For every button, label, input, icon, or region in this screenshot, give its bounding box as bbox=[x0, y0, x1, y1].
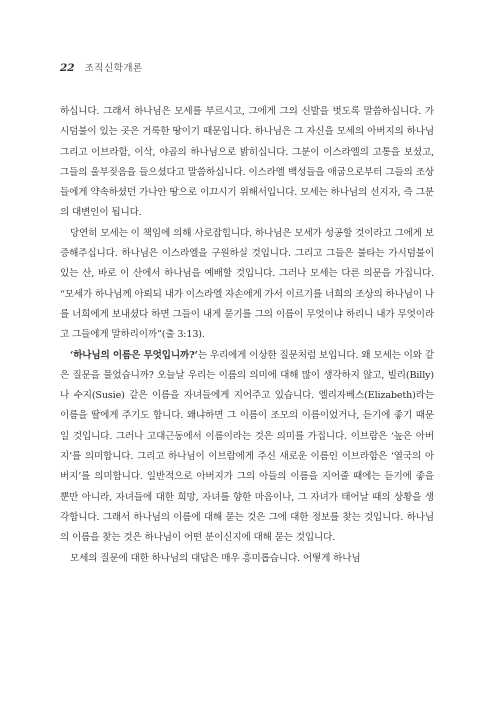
paragraph-2-text: 당연히 모세는 이 책임에 의해 사로잡힙니다. 하나님은 모세가 성공할 것이라고 그에게 보증해주십니다. 하나님은 이스라엘을 구원하실 것입니다. 그리고 그들은 불타는 가시덤불이 있는 산, 바로 이 산에서 하나님을 예배할 것입니다. 그러나 모세는 다른 의문을 가집니다. “모세가 하나님께 아뢰되 내가 이스라엘 자손에게 가서 이르기를 너희의 조상의 하나님이 나를 너희에게 보내셨다 하면 그들이 내게 묻기를 그의 이름이 무엇이냐 하리니 내가 무엇이라고 그들에게 말하리이까”(출 3:13). bbox=[60, 227, 434, 341]
page-number: 22 bbox=[60, 62, 75, 74]
book-page bbox=[60, 60, 434, 569]
paragraph-1-text: 하십니다. 그래서 하나님은 모세를 부르시고, 그에게 그의 신발을 벗도록 말씀하십니다. 가시덤불이 있는 곳은 거룩한 땅이기 때문입니다. 하나님은 그 자신을 모세의 아버지의 하나님 그리고 이브라함, 이삭, 야곱의 하나님으로 밝히십니다. 그분이 이스라엘의 고통을 보셨고, 그들의 울부짖음을 들으셨다고 말씀하십니다. 이스라엘 백성들을 애굽으로부터 그들의 조상들에게 약속하셨던 가나안 땅으로 이끄시기 위해서입니다. 모세는 하나님의 선지자, 즉 그분의 대변인이 됩니다. bbox=[60, 106, 434, 219]
running-head bbox=[60, 60, 434, 74]
paragraph-4-text: 모세의 질문에 대한 하나님의 대답은 매우 흥미롭습니다. 어떻게 하나님 bbox=[70, 552, 361, 564]
paragraph-4 bbox=[60, 549, 434, 569]
paragraph-1 bbox=[60, 102, 434, 224]
paragraph-3-text: 는 우리에게 이상한 질문처럼 보입니다. 왜 모세는 이와 같은 질문을 물었습니까? 오늘날 우리는 이름의 의미에 대해 많이 생각하지 않고, 빌리(Billy)나 수지(Susie) 같은 이름을 자녀들에게 지어주고 있습니다. 엘리자베스(Elizabeth)라는 이름을 딸에게 주기도 합니다. 왜냐하면 그 이름이 조모의 이름이었거나, 듣기에 좋기 때문일 것입니다. 그러나 고대근동에서 이름이라는 것은 의미를 가집니다. 이브람은 ‘높은 아버지’를 의미합니다. 그리고 하나님이 이브람에게 주신 새로운 이름인 이브라함은 ‘열국의 아버지’를 의미합니다. 일반적으로 아버지가 그의 아들의 이름을 지어줄 때에는 듣기에 좋을 뿐만 아니라, 자녀들에 대한 희망, 자녀를 향한 마음이나, 그 자녀가 태어날 때의 상황을 생각합니다. 그래서 하나님의 이름에 대해 묻는 것은 그에 대한 정보를 찾는 것입니다. 하나님의 이름을 찾는 것은 하나님이 어떤 분이신지에 대해 묻는 것입니다. bbox=[60, 349, 434, 544]
paragraph-3 bbox=[60, 346, 434, 549]
body-text bbox=[60, 102, 434, 569]
paragraph-3-bold-question: ‘하나님의 이름은 무엇입니까?’ bbox=[70, 349, 198, 361]
paragraph-2 bbox=[60, 224, 434, 346]
book-title: 조직신학개론 bbox=[84, 63, 143, 74]
